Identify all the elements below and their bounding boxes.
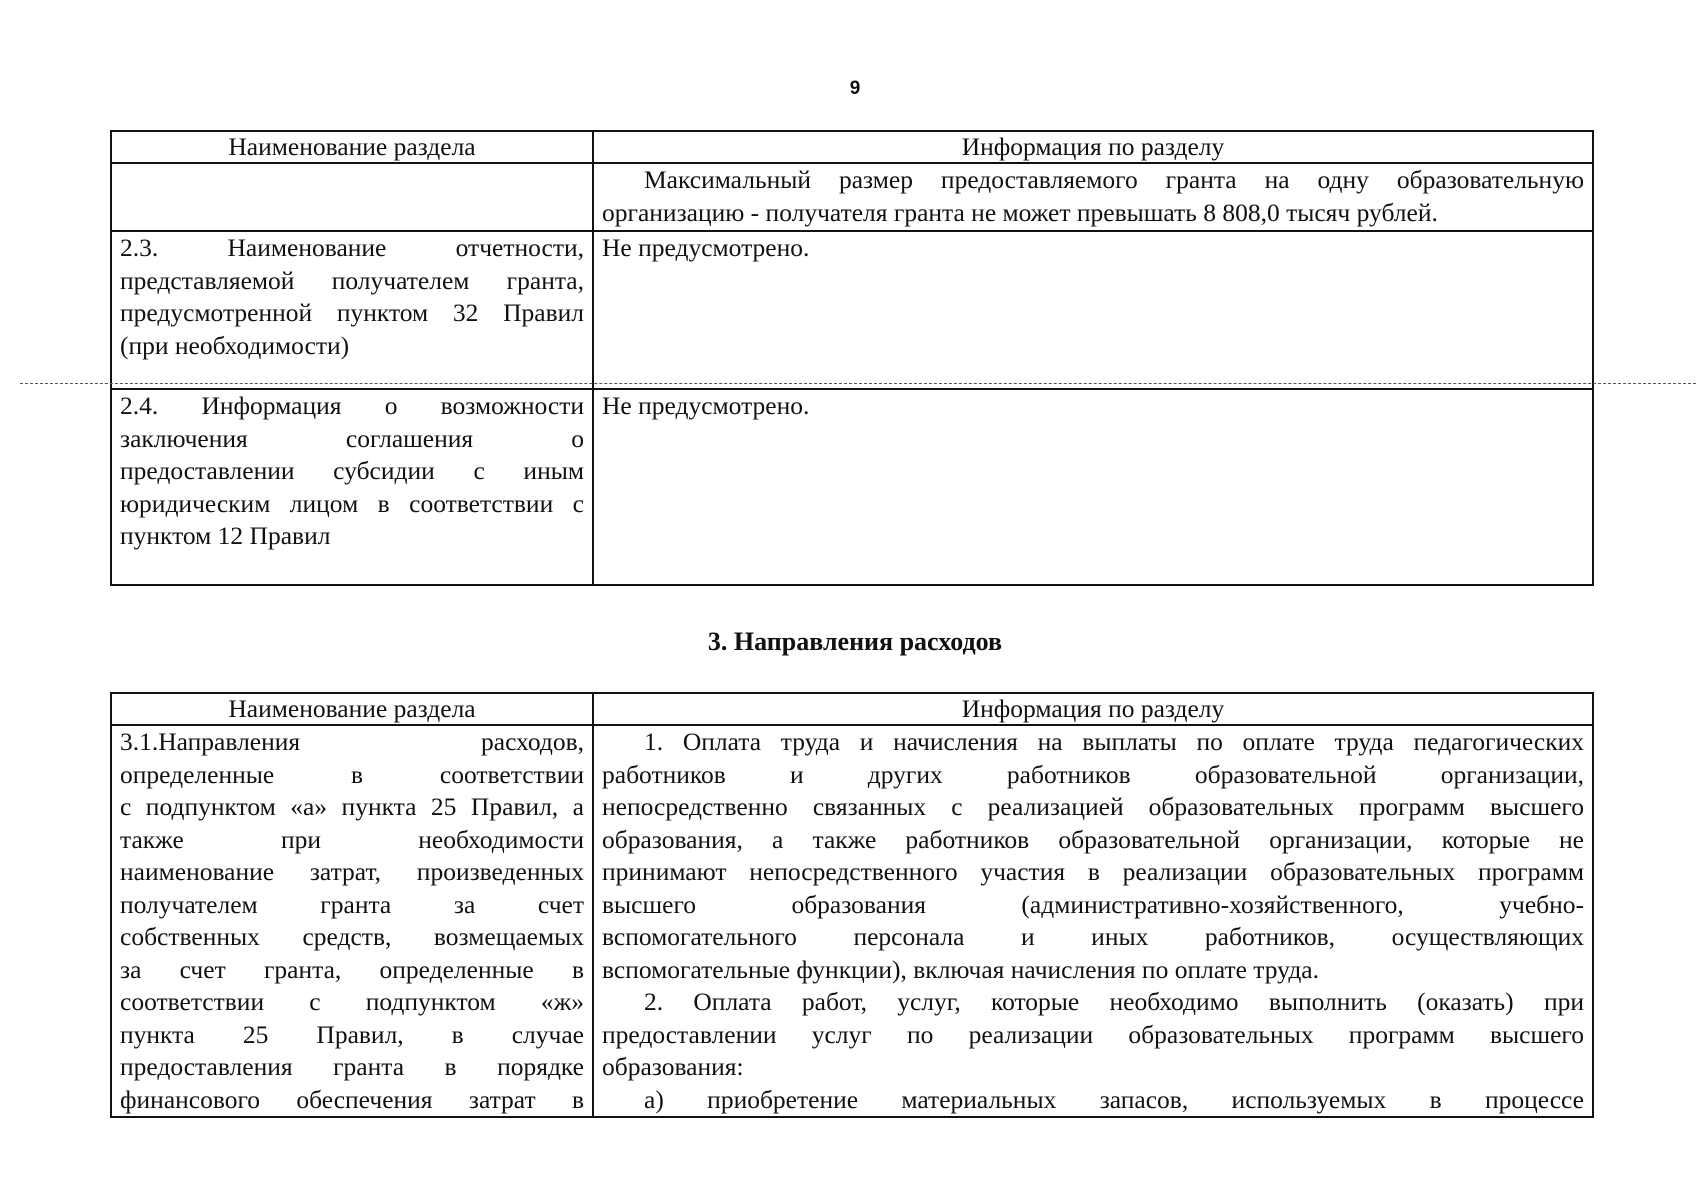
text-line: юридическим лицом в соответствии с xyxy=(120,488,584,518)
text-line: наименование затрат, произведенных xyxy=(120,857,584,886)
text-line: вспомогательные функции), включая начисления по оплате труда. xyxy=(602,954,1319,984)
text-line: с подпунктом «а» пункта 25 Правил, а xyxy=(120,792,584,821)
text-line: Максимальный размер предоставляемого гранта на одну образовательную xyxy=(644,165,1584,194)
text-line: вспомогательного персонала и иных работников, осуществляющих xyxy=(602,922,1584,951)
text-line: пунктом 12 Правил xyxy=(120,521,331,550)
text-line: образования: xyxy=(602,1052,744,1081)
text-line: работников и других работников образовательной организации, xyxy=(602,759,1584,789)
text-line: организацию - получателя гранта не может превышать 8 808,0 тысяч рублей. xyxy=(602,197,1438,227)
text-line: также при необходимости xyxy=(120,824,584,854)
text-line: за счет гранта, определенные в xyxy=(120,954,584,984)
table-row xyxy=(111,163,1593,231)
table-header-row xyxy=(111,131,1593,163)
text-line: определенные в соответствии xyxy=(120,759,584,789)
text-line: 3.1.Направления расходов, xyxy=(120,727,584,756)
header-section-info: Информация по разделу xyxy=(593,131,1593,163)
text-line: а) приобретение материальных запасов, используемых в процессе xyxy=(644,1084,1584,1114)
empty-cell xyxy=(111,163,593,231)
table-row xyxy=(111,725,1593,1117)
continuation-cell xyxy=(593,163,1593,231)
text-line: 2.3. Наименование отчетности, xyxy=(120,233,584,262)
text-line: соответствии с подпунктом «ж» xyxy=(120,987,584,1016)
text-line: заключения соглашения о xyxy=(120,423,584,453)
row-3-1-name xyxy=(111,725,593,1117)
row-2-3-info: Не предусмотрено. xyxy=(593,231,1593,389)
text-line: предоставлении услуг по реализации образовательных программ высшего xyxy=(602,1019,1584,1049)
text-line: финансового обеспечения затрат в xyxy=(120,1084,584,1114)
header-section-name: Наименование раздела xyxy=(111,693,593,725)
text-line: собственных средств, возмещаемых xyxy=(120,922,584,951)
text-line: непосредственно связанных с реализацией образовательных программ высшего xyxy=(602,792,1584,821)
text-line: образования, а также работников образовательной организации, которые не xyxy=(602,824,1584,854)
table-row xyxy=(111,231,1593,389)
text-line: пункта 25 Правил, в случае xyxy=(120,1019,584,1049)
table-row xyxy=(111,389,1593,585)
text-line: получателем гранта за счет xyxy=(120,889,584,919)
row-2-4-name xyxy=(111,389,593,585)
text-line: принимают непосредственного участия в реализации образовательных программ xyxy=(602,857,1584,886)
text-line: предоставления гранта в порядке xyxy=(120,1052,584,1081)
section3-table xyxy=(110,692,1594,1118)
row-2-3-name xyxy=(111,231,593,389)
section-title: 3. Направления расходов xyxy=(707,627,1003,656)
page-number: 9 xyxy=(849,78,861,99)
header-section-info: Информация по разделу xyxy=(593,693,1593,725)
section2-table xyxy=(110,130,1594,586)
text-line: 2. Оплата работ, услуг, которые необходимо выполнить (оказать) при xyxy=(644,987,1584,1016)
row-2-4-info: Не предусмотрено. xyxy=(593,389,1593,585)
text-line: предоставлении субсидии с иным xyxy=(120,456,584,485)
text-line: 1. Оплата труда и начисления на выплаты по оплате труда педагогических xyxy=(644,727,1584,756)
row-3-1-info xyxy=(593,725,1593,1117)
scan-artifact-line xyxy=(20,383,1696,384)
text-line: представляемой получателем гранта, xyxy=(120,265,584,295)
text-line: высшего образования (административно-хозяйственного, учебно- xyxy=(602,889,1584,919)
text-line: (при необходимости) xyxy=(120,330,350,360)
text-line: предусмотренной пунктом 32 Правил xyxy=(120,298,584,327)
table-header-row xyxy=(111,693,1593,725)
text-line: 2.4. Информация о возможности xyxy=(120,391,584,420)
header-section-name: Наименование раздела xyxy=(111,131,593,163)
